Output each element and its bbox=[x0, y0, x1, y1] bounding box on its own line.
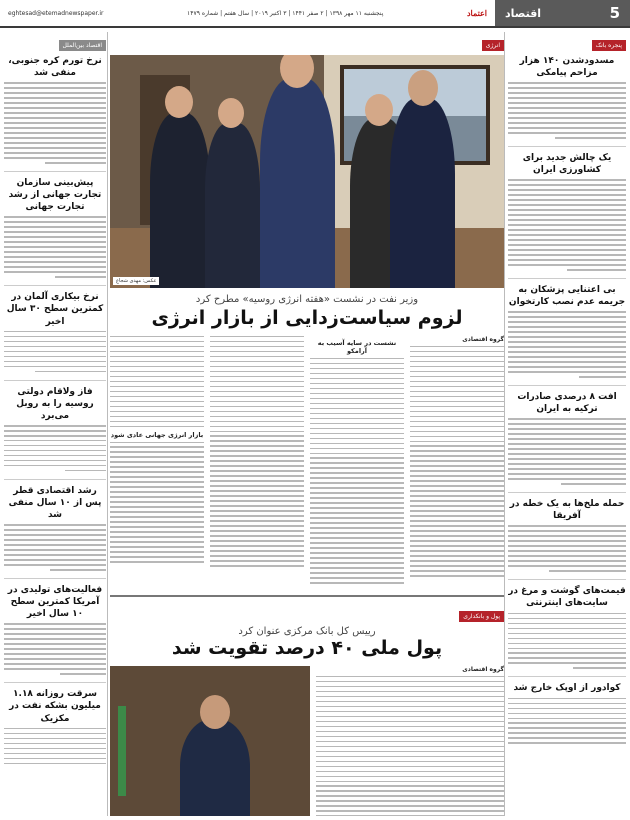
brief-title: بی اعتنایی پزشکان به جریمه عدم نصب کارتخوان bbox=[508, 285, 626, 308]
brief-title: پیش‌بینی سازمان تجارت جهانی از رشد تجارت جهانی bbox=[8, 178, 102, 213]
right-column-tag: پنجره بانک bbox=[592, 40, 626, 51]
masthead bbox=[0, 0, 630, 28]
issue-info: پنجشنبه ۱۱ مهر ۱۳۹۸ | ۲ صفر ۱۴۴۱ | ۳ اکتبر ۲۰۱۹ | سال هفتم | شماره ۱۴۷۹ bbox=[187, 9, 384, 17]
main-story-photo bbox=[110, 55, 504, 288]
main-story-subhead: نشست در سایه آسیب به آرامکو bbox=[317, 338, 397, 355]
second-story-supertitle: رییس کل بانک مرکزی عنوان کرد bbox=[238, 626, 376, 638]
section-divider bbox=[110, 595, 504, 597]
brief-item bbox=[508, 391, 626, 493]
brief-item bbox=[508, 682, 626, 751]
section-name: اقتصاد bbox=[505, 6, 542, 20]
brief-body bbox=[4, 623, 106, 674]
main-story-subhead: بازار انرژی جهانی عادی شود bbox=[110, 430, 204, 439]
brief-body bbox=[4, 216, 106, 277]
center-column bbox=[110, 32, 504, 816]
second-story-photo bbox=[110, 666, 310, 816]
brief-title: قیمت‌های گوشت و مرغ در سایت‌های اینترنتی bbox=[508, 586, 626, 609]
section-header bbox=[495, 0, 630, 26]
second-story-byline: گروه اقتصادی bbox=[462, 665, 504, 673]
brief-title: مسدودشدن ۱۴۰ هزار مزاحم پیامکی bbox=[519, 56, 615, 79]
brief-body bbox=[4, 728, 106, 764]
brief-title: کوادور از اوپک خارج شد bbox=[513, 683, 621, 694]
brief-title: نرخ بیکاری آلمان در کمترین سطح ۳۰ سال اخیر bbox=[6, 292, 104, 327]
brief-body bbox=[4, 524, 106, 570]
brief-body bbox=[4, 331, 106, 372]
page-number: 5 bbox=[609, 4, 620, 22]
brief-item bbox=[508, 55, 626, 147]
brief-title: رشد اقتصادی قطر پس از ۱۰ سال منفی شد bbox=[8, 485, 102, 521]
brief-item bbox=[4, 688, 106, 771]
photo-credit: عکس: مهدی شجاع bbox=[113, 277, 159, 285]
second-story-tag: پول و بانکداری bbox=[459, 611, 504, 622]
brief-item bbox=[508, 585, 626, 677]
main-story-supertitle: وزیر نفت در نشست «هفته انرژی روسیه» مطرح کرد bbox=[195, 294, 419, 305]
brief-title: افت ۸ درصدی صادرات ترکیه به ایران bbox=[517, 392, 617, 415]
brief-title: یک چالش جدید برای کشاورزی ایران bbox=[522, 153, 612, 176]
column-divider bbox=[107, 32, 108, 816]
left-column-tag: اقتصاد بین‌الملل bbox=[59, 40, 107, 51]
brief-item bbox=[508, 498, 626, 580]
column-divider bbox=[504, 32, 505, 816]
brief-item bbox=[4, 584, 106, 683]
brief-body bbox=[508, 82, 626, 138]
brief-title: فعالیت‌های تولیدی در آمریکا کمترین سطح ۱۰ سال اخیر bbox=[7, 585, 103, 620]
brief-title: سرقت روزانه ۱.۱۸ میلیون بشکه نفت در مکزیک bbox=[9, 689, 101, 724]
second-story-body bbox=[110, 666, 504, 816]
brief-body bbox=[4, 82, 106, 163]
brief-body bbox=[508, 613, 626, 669]
brief-title: نرخ تورم کره جنوبی، منفی شد bbox=[8, 56, 102, 79]
main-story-body bbox=[110, 336, 504, 587]
main-story-tag: انرژی bbox=[482, 40, 504, 51]
issue-email[interactable]: eghtesad@etemadnewspaper.ir bbox=[8, 9, 104, 17]
brief-item bbox=[4, 485, 106, 579]
newspaper-logo: اعتماد bbox=[466, 8, 487, 18]
brief-item bbox=[4, 177, 106, 286]
main-story-headline[interactable]: لزوم سیاست‌زدایی از بازار انرژی bbox=[151, 307, 463, 329]
brief-item bbox=[508, 152, 626, 279]
main-story-byline: گروه اقتصادی bbox=[462, 335, 504, 343]
brief-body bbox=[508, 698, 626, 744]
brief-item bbox=[4, 386, 106, 480]
right-news-column bbox=[508, 32, 626, 816]
brief-item bbox=[508, 284, 626, 386]
brief-title: حمله ملخ‌ها به یک خطه در آفریقا bbox=[509, 499, 625, 522]
brief-item bbox=[4, 291, 106, 380]
brief-title: فاز ولاقام دولتی روسیه را به روبل می‌برد bbox=[16, 386, 94, 421]
brief-item bbox=[4, 55, 106, 172]
left-news-column bbox=[4, 32, 106, 816]
issue-bar bbox=[0, 0, 495, 26]
brief-body bbox=[4, 425, 106, 471]
brief-body bbox=[508, 311, 626, 377]
brief-body bbox=[508, 179, 626, 270]
brief-body bbox=[508, 525, 626, 571]
second-story-headline[interactable]: پول ملی ۴۰ درصد تقویت شد bbox=[171, 637, 443, 660]
brief-body bbox=[508, 418, 626, 484]
